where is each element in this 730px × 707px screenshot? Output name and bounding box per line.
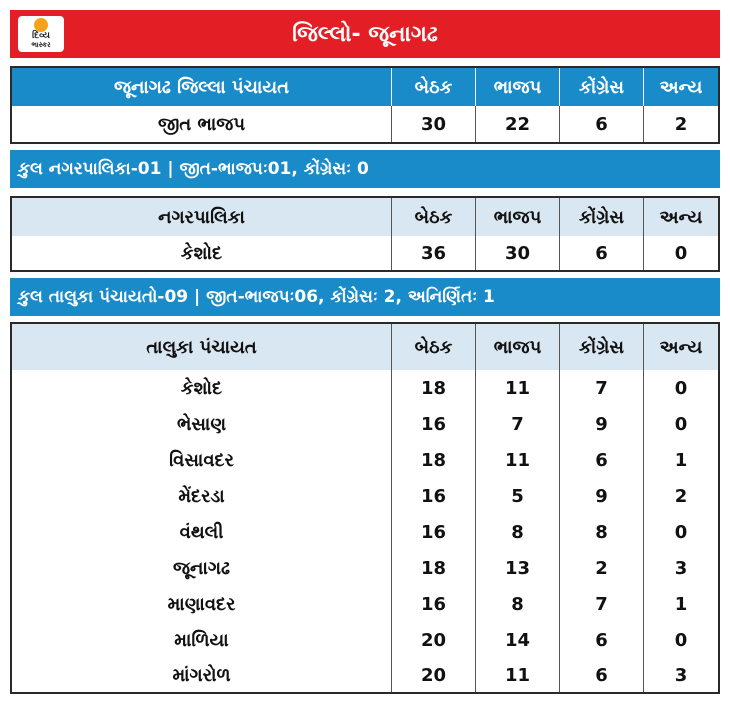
cell-name: વંથલી <box>12 514 392 550</box>
cell-congress: 6 <box>560 236 644 270</box>
header-cell: બેઠક <box>392 198 476 236</box>
jilla-header-row <box>12 68 718 106</box>
header-cell: અન્ય <box>659 336 703 358</box>
cell-others: 0 <box>674 413 688 435</box>
cell-congress: 6 <box>560 658 644 692</box>
header-cell: કોંગ્રેસ <box>560 68 644 106</box>
header-cell: કોંગ્રેસ <box>560 324 644 370</box>
cell-seats: 16 <box>392 406 476 442</box>
cell-seats: 30 <box>392 106 476 142</box>
cell-bjp: 13 <box>476 550 560 586</box>
cell-name: માળિયા <box>12 622 392 658</box>
cell-congress: 2 <box>560 550 644 586</box>
table-row <box>12 586 718 622</box>
cell-others: 3 <box>674 557 688 579</box>
cell-seats: 20 <box>392 658 476 692</box>
nagarpalika-summary-banner: કુલ નગરપાલિકા-01 | જીત-ભાજપઃ01, કોંગ્રેસઃ 0 <box>10 150 720 188</box>
divya-bhaskar-logo <box>18 16 64 52</box>
cell-seats: 16 <box>392 478 476 514</box>
cell-seats: 18 <box>392 550 476 586</box>
cell-bjp: 11 <box>476 658 560 692</box>
cell-name: કેશોદ <box>12 370 392 406</box>
jilla-result-row <box>12 106 718 142</box>
cell-name: કેશોદ <box>12 236 392 270</box>
header-cell: અન્ય <box>659 76 703 98</box>
nagarpalika-table <box>10 196 720 272</box>
header-cell: તાલુકા પંચાયત <box>12 324 392 370</box>
sun-icon <box>34 18 48 32</box>
header-cell: ભાજપ <box>476 198 560 236</box>
taluka-header-row <box>12 324 718 370</box>
cell-seats: 36 <box>392 236 476 270</box>
cell-congress: 6 <box>560 106 644 142</box>
header-cell: જૂનાગઢ જિલ્લા પંચાયત <box>12 68 392 106</box>
cell-congress: 8 <box>560 514 644 550</box>
cell-bjp: 5 <box>476 478 560 514</box>
cell-name: વિસાવદર <box>12 442 392 478</box>
nagar-header-row <box>12 198 718 236</box>
cell-name: જીત ભાજપ <box>12 106 392 142</box>
cell-seats: 18 <box>392 370 476 406</box>
header-cell: અન્ય <box>659 206 703 228</box>
table-row <box>12 550 718 586</box>
cell-name: ભેસાણ <box>12 406 392 442</box>
cell-name: માણાવદર <box>12 586 392 622</box>
cell-congress: 9 <box>560 478 644 514</box>
cell-others: 2 <box>674 485 688 507</box>
header-cell: ભાજપ <box>476 68 560 106</box>
cell-bjp: 8 <box>476 586 560 622</box>
table-row <box>12 442 718 478</box>
taluka-summary-banner: કુલ તાલુકા પંચાયતો-09 | જીત-ભાજપઃ06, કોંગ્રેસઃ 2, અનિર્ણિતઃ 1 <box>10 278 720 316</box>
cell-bjp: 22 <box>476 106 560 142</box>
cell-others: 1 <box>674 593 688 615</box>
table-row <box>12 658 718 692</box>
cell-seats: 16 <box>392 586 476 622</box>
header-cell: બેઠક <box>392 324 476 370</box>
cell-name: મેંદરડા <box>12 478 392 514</box>
taluka-panchayat-table <box>10 322 720 694</box>
table-row <box>12 514 718 550</box>
cell-seats: 20 <box>392 622 476 658</box>
header-cell: કોંગ્રેસ <box>560 198 644 236</box>
cell-others: 0 <box>674 242 688 264</box>
header-cell: ભાજપ <box>476 324 560 370</box>
cell-seats: 16 <box>392 514 476 550</box>
cell-congress: 9 <box>560 406 644 442</box>
cell-bjp: 30 <box>476 236 560 270</box>
cell-seats: 18 <box>392 442 476 478</box>
cell-congress: 7 <box>560 370 644 406</box>
title-bar <box>10 10 720 58</box>
cell-congress: 7 <box>560 586 644 622</box>
logo-line-2: ભાસ્કર <box>31 41 51 49</box>
cell-others: 0 <box>674 377 688 399</box>
cell-name: જૂનાગઢ <box>12 550 392 586</box>
cell-others: 2 <box>674 113 688 135</box>
cell-name: માંગરોળ <box>12 658 392 692</box>
table-row <box>12 622 718 658</box>
cell-others: 3 <box>674 664 688 686</box>
page-title: જિલ્લો- જૂનાગઢ <box>292 21 438 47</box>
cell-others: 1 <box>674 449 688 471</box>
cell-congress: 6 <box>560 442 644 478</box>
header-cell: નગરપાલિકા <box>12 198 392 236</box>
header-cell: બેઠક <box>392 68 476 106</box>
cell-bjp: 14 <box>476 622 560 658</box>
cell-bjp: 8 <box>476 514 560 550</box>
table-row <box>12 406 718 442</box>
cell-bjp: 7 <box>476 406 560 442</box>
cell-bjp: 11 <box>476 442 560 478</box>
logo-line-1: દિવ્ય <box>32 31 50 41</box>
cell-bjp: 11 <box>476 370 560 406</box>
table-row <box>12 370 718 406</box>
cell-congress: 6 <box>560 622 644 658</box>
nagar-result-row <box>12 236 718 270</box>
cell-others: 0 <box>674 521 688 543</box>
table-row <box>12 478 718 514</box>
jilla-panchayat-table <box>10 66 720 144</box>
cell-others: 0 <box>674 629 688 651</box>
